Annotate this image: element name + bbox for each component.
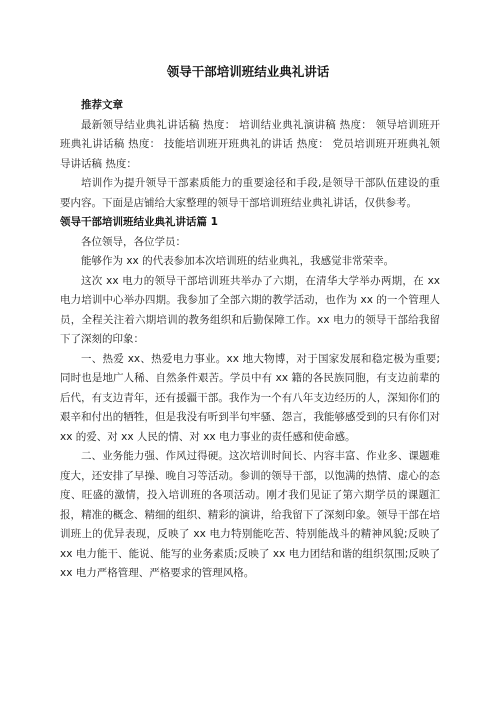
document-body <box>60 96 440 584</box>
body-paragraph: 二、业务能力强、作风过得硬。这次培训时间长、内容丰富、作业多、课题难度大，还安排了早操、晚自习等活动。参训的领导干部，以饱满的热情、虚心的态度、旺盛的激情，投入培训班的各项活动。刚才我们见证了第六期学员的课题汇报，精准的概念、精细的组织、精彩的演讲，给我留下了深刻印象。领导干部在培训班上的优异表现，反映了 xx 电力特别能吃苦、特别能战斗的精神风貌;反映了 xx 电力能干、能说、能写的业务素质;反映了 xx 电力团结和谐的组织氛围;反映了 xx 电力严格管理、严格要求的管理风格。 <box>60 450 440 579</box>
body-paragraph: 一、热爱 xx、热爱电力事业。xx 地大物博，对于国家发展和稳定极为重要;同时也是地广人稀、自然条件艰苦。学员中有 xx 籍的各民族同胞，有支边前辈的后代，有支边青年，还有援疆干部。我作为一个有八年支边经历的人，深知你们的艰辛和付出的牺牲，但是我没有听到半句牢骚、怨言，我能够感受到的只有你们对 xx 的爱、对 xx 人民的情、对 xx 电力事业的责任感和使命感。 <box>60 352 440 443</box>
body-paragraph: 这次 xx 电力的领导干部培训班共举办了六期，在清华大学举办两期，在 xx 电力培训中心举办四期。我参加了全部六期的教学活动，也作为 xx 的一个管理人员，全程关注着六期培训的教务组织和后勤保障工作。xx 电力的领导干部给我留下了深刻的印象： <box>60 274 440 345</box>
document-title: 领导干部培训班结业典礼讲话 <box>166 64 330 79</box>
salutation: 各位领导，各位学员： <box>81 235 186 248</box>
body-paragraph: 能够作为 xx 的代表参加本次培训班的结业典礼，我感觉非常荣幸。 <box>81 255 395 267</box>
intro-paragraph: 培训作为提升领导干部素质能力的重要途径和手段,是领导干部队伍建设的重要内容。下面是店铺给大家整理的领导干部培训班结业典礼讲话，仅供参考。 <box>60 177 440 209</box>
section-heading: 领导干部培训班结业典礼讲话篇 1 <box>60 216 218 228</box>
recommend-tags: 最新领导结业典礼讲话稿 热度： 培训结业典礼演讲稿 热度： 领导培训班开班典礼讲话稿 热度： 技能培训班开班典礼的讲话 热度： 党员培训班开班典礼领导讲话稿 热度： <box>60 118 440 170</box>
recommend-heading: 推荐文章 <box>81 99 123 111</box>
